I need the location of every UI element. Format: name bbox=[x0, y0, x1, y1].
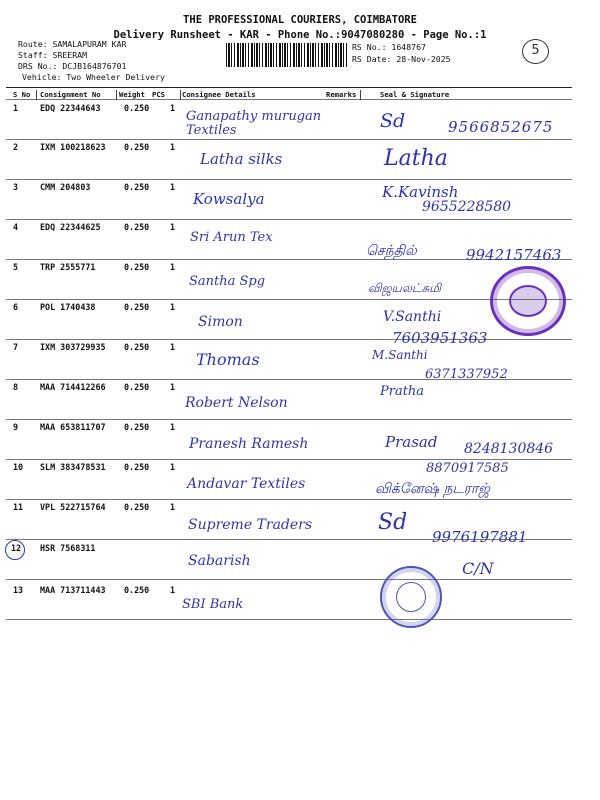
signature-tamil: விக்னேஷ் நடராஜ் bbox=[375, 481, 490, 497]
route-label: Route: SAMALAPURAM KAR bbox=[18, 39, 127, 49]
row-sno: 10 bbox=[13, 462, 24, 472]
row-sno: 6 bbox=[13, 302, 19, 312]
row-consignment: POL 1740438 bbox=[40, 302, 96, 312]
row-sno: 5 bbox=[13, 262, 19, 272]
signature-name: V.Santhi bbox=[383, 309, 442, 325]
header-consignee: Consignee Details bbox=[182, 90, 256, 99]
consignee-handwritten: SBI Bank bbox=[182, 597, 244, 612]
document-title: THE PROFESSIONAL COURIERS, COIMBATORE bbox=[183, 14, 417, 26]
col-divider bbox=[36, 90, 37, 100]
row-weight: 0.250 bbox=[124, 142, 150, 152]
drs-number: DRS No.: DCJB164876701 bbox=[18, 61, 127, 71]
signature-phone: 7603951363 bbox=[392, 329, 488, 347]
signature-initials: Sd bbox=[378, 510, 408, 535]
row-sno: 2 bbox=[13, 142, 19, 152]
row-weight: 0.250 bbox=[124, 342, 150, 352]
consignee-handwritten: Andavar Textiles bbox=[187, 476, 306, 492]
row-consignment: VPL 522715764 bbox=[40, 502, 106, 512]
row-weight: 0.250 bbox=[124, 262, 150, 272]
row-sno: 12 bbox=[11, 543, 22, 553]
row-consignment: IXM 303729935 bbox=[40, 342, 106, 352]
header-weight: Weight bbox=[119, 90, 145, 99]
row-divider bbox=[6, 139, 572, 140]
consignee-handwritten: Pranesh Ramesh bbox=[189, 436, 309, 452]
signature-phone: 8870917585 bbox=[426, 461, 509, 476]
row-weight: 0.250 bbox=[124, 103, 150, 113]
row-weight: 0.250 bbox=[124, 182, 150, 192]
consignee-handwritten: Kowsalya bbox=[193, 190, 265, 208]
signature-phone: 9976197881 bbox=[432, 528, 528, 546]
consignee-handwritten: Thomas bbox=[196, 350, 260, 369]
row-sno: 4 bbox=[13, 222, 19, 232]
consignee-handwritten: Robert Nelson bbox=[185, 395, 288, 411]
row-consignment: MAA 713711443 bbox=[40, 585, 106, 595]
row-sno: 9 bbox=[13, 422, 19, 432]
row-pcs: 1 bbox=[170, 142, 176, 152]
col-divider bbox=[360, 90, 361, 100]
row-sno: 11 bbox=[13, 502, 24, 512]
row-weight: 0.250 bbox=[124, 462, 150, 472]
page-mark-circled: 5 bbox=[522, 39, 549, 64]
signature-initials: Prasad bbox=[385, 433, 438, 451]
row-consignment: IXM 100218623 bbox=[40, 142, 106, 152]
signature-phone: 9942157463 bbox=[466, 246, 562, 264]
row-pcs: 1 bbox=[170, 302, 176, 312]
row-divider bbox=[6, 219, 572, 220]
row-consignment: TRP 2555771 bbox=[40, 262, 96, 272]
consignee-handwritten: Latha silks bbox=[200, 150, 283, 168]
row-divider bbox=[6, 179, 572, 180]
row-weight: 0.250 bbox=[124, 382, 150, 392]
row-divider bbox=[6, 299, 572, 300]
row-pcs: 1 bbox=[170, 342, 176, 352]
consignee-handwritten: Supreme Traders bbox=[188, 517, 313, 533]
row-pcs: 1 bbox=[170, 502, 176, 512]
vehicle-label: Vehicle: Two Wheeler Delivery bbox=[22, 72, 165, 82]
row-sno: 7 bbox=[13, 342, 19, 352]
staff-label: Staff: SREERAM bbox=[18, 50, 88, 60]
row-pcs: 1 bbox=[170, 422, 176, 432]
row-sno: 13 bbox=[13, 585, 24, 595]
row-pcs: 1 bbox=[170, 462, 176, 472]
row-consignment: MAA 653811707 bbox=[40, 422, 106, 432]
header-sno: S No bbox=[13, 90, 31, 99]
row-weight: 0.250 bbox=[124, 302, 150, 312]
row-divider bbox=[6, 499, 572, 500]
signature-phone: 6371337952 bbox=[425, 367, 508, 382]
col-divider bbox=[116, 90, 117, 100]
row-divider bbox=[6, 579, 572, 580]
consignee-handwritten: Santha Spg bbox=[189, 274, 266, 289]
signature-phone: 8248130846 bbox=[464, 441, 554, 457]
signature-initials: K.Kavinsh bbox=[382, 183, 459, 201]
row-weight: 0.250 bbox=[124, 222, 150, 232]
header-consignment: Consignment No bbox=[40, 90, 101, 99]
signature-tamil: செந்தில் bbox=[366, 243, 417, 259]
document-subtitle: Delivery Runsheet - KAR - Phone No.:9047080280 - Page No.:1 bbox=[113, 29, 487, 41]
consignee-handwritten: Ganapathy murugan Textiles bbox=[186, 109, 322, 138]
consignee-handwritten: Sri Arun Tex bbox=[190, 230, 273, 245]
header-pcs: PCS bbox=[152, 90, 165, 99]
col-divider bbox=[180, 90, 181, 100]
row-divider bbox=[6, 459, 572, 460]
rs-number: RS No.: 1648767 bbox=[352, 42, 426, 52]
row-weight: 0.250 bbox=[124, 502, 150, 512]
signature-phone: 9655228580 bbox=[422, 199, 512, 215]
header-remarks: Remarks bbox=[326, 90, 357, 99]
row-consignment: EDQ 22344625 bbox=[40, 222, 101, 232]
row-weight: 0.250 bbox=[124, 422, 150, 432]
row-consignment: MAA 714412266 bbox=[40, 382, 106, 392]
row-consignment: SLM 383478531 bbox=[40, 462, 106, 472]
row-consignment: EDQ 22344643 bbox=[40, 103, 101, 113]
consignee-handwritten: Sabarish bbox=[188, 553, 251, 569]
signature-initials: Pratha bbox=[380, 384, 425, 399]
signature-initials: M.Santhi bbox=[372, 348, 428, 362]
company-seal-stamp bbox=[490, 266, 566, 336]
rs-date: RS Date: 28-Nov-2025 bbox=[352, 54, 451, 64]
barcode bbox=[226, 43, 349, 67]
row-pcs: 1 bbox=[170, 182, 176, 192]
consignee-handwritten: Simon bbox=[198, 314, 243, 330]
row-consignment: HSR 7568311 bbox=[40, 543, 96, 553]
row-sno: 3 bbox=[13, 182, 19, 192]
signature-tamil: விஜயலட்சுமி bbox=[368, 281, 442, 295]
table-bottom-border bbox=[6, 619, 572, 620]
bank-seal-stamp bbox=[380, 566, 442, 628]
row-divider bbox=[6, 419, 572, 420]
signature-phone: 9566852675 bbox=[448, 118, 554, 136]
row-pcs: 1 bbox=[170, 382, 176, 392]
signature-initials: Latha bbox=[384, 146, 448, 171]
row-pcs: 1 bbox=[170, 585, 176, 595]
signature-note: C/N bbox=[462, 559, 494, 578]
row-sno: 1 bbox=[13, 103, 19, 113]
row-pcs: 1 bbox=[170, 262, 176, 272]
row-pcs: 1 bbox=[170, 103, 176, 113]
table-top-border bbox=[6, 87, 572, 88]
row-weight: 0.250 bbox=[124, 585, 150, 595]
row-consignment: CMM 204803 bbox=[40, 182, 91, 192]
row-sno: 8 bbox=[13, 382, 19, 392]
signature-initials: Sd bbox=[380, 110, 406, 132]
header-seal-signature: Seal & Signature bbox=[380, 90, 450, 99]
row-pcs: 1 bbox=[170, 222, 176, 232]
header-bottom-border bbox=[6, 99, 572, 100]
